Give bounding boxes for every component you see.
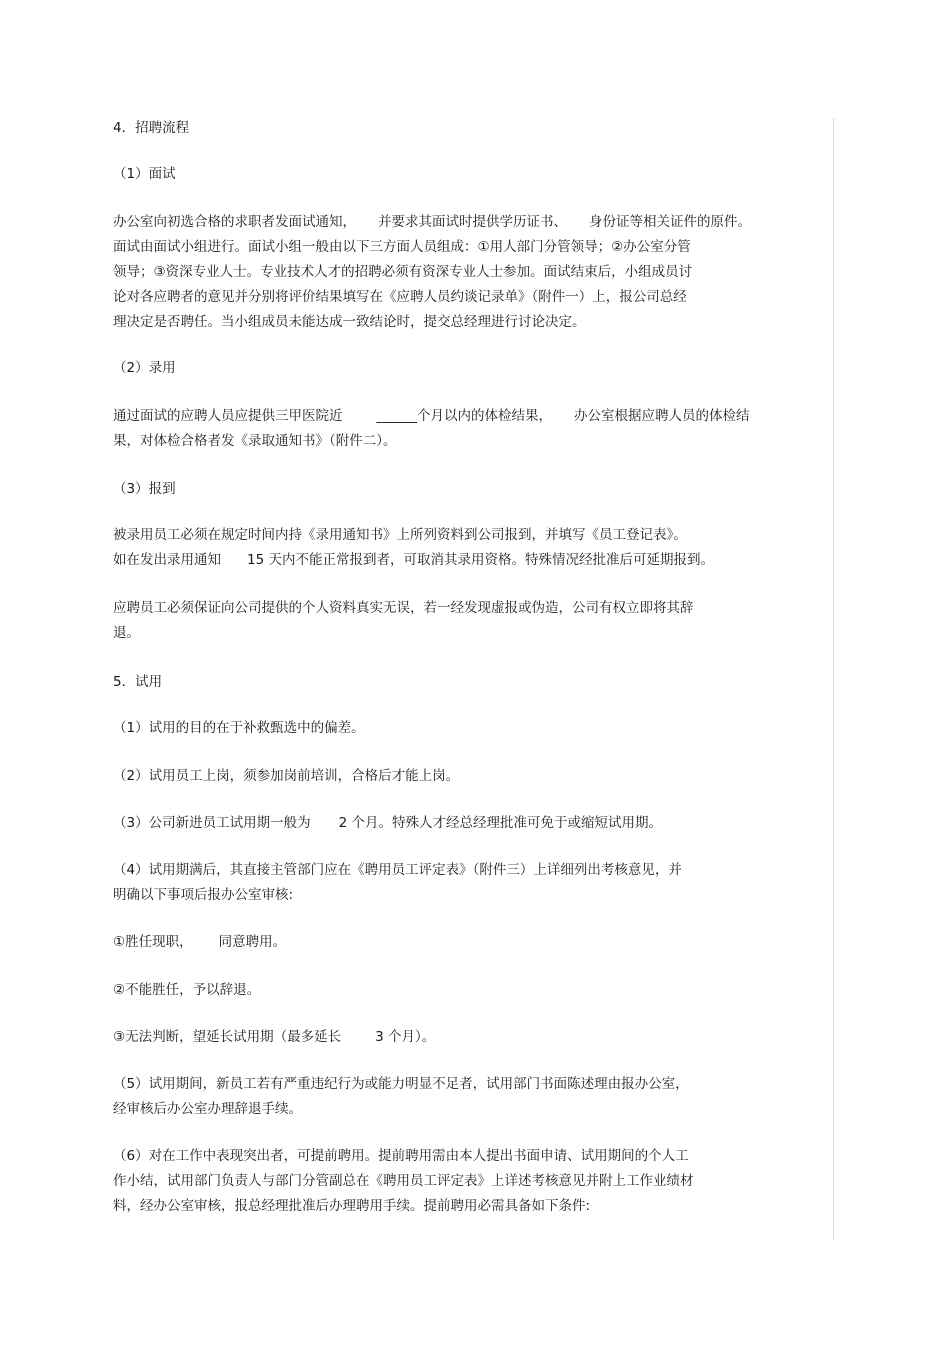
text-segment: 如在发出录用通知	[113, 552, 221, 568]
right-margin-rule	[833, 118, 834, 1240]
paragraph-hiring-line-1	[113, 406, 750, 426]
text-segment: 办公室向初选合格的求职者发面试通知，	[113, 214, 356, 230]
probation-item-6-line-2: 作小结，试用部门负责人与部门分管副总在《聘用员工评定表》上详述考核意见并附上工作业绩材	[113, 1173, 694, 1189]
paragraph-report-line-1: 被录用员工必须在规定时间内持《录用通知书》上所列资料到公司报到，并填写《员工登记表》。	[113, 527, 687, 543]
paragraph-report-line-2	[113, 550, 714, 570]
section-5-heading: 5．试用	[113, 674, 163, 690]
section-4-heading: 4．招聘流程	[113, 120, 190, 136]
probation-item-6-line-1: （6）对在工作中表现突出者，可提前聘用。提前聘用需由本人提出书面申请、试用期间的个人工	[113, 1148, 689, 1164]
option-1	[113, 932, 286, 952]
paragraph-authenticity-line-2: 退。	[113, 625, 140, 641]
paragraph-interview-line-2: 面试由面试小组进行。面试小组一般由以下三方面人员组成：①用人部门分管领导；②办公室分管	[113, 239, 691, 255]
fill-in-blank: ______	[376, 408, 417, 424]
probation-item-5-line-1: （5）试用期间，新员工若有严重违纪行为或能力明显不足者，试用部门书面陈述理由报办公室，	[113, 1076, 689, 1092]
text-segment: ③无法判断，望延长试用期（最多延长	[113, 1029, 342, 1045]
probation-item-3	[113, 813, 662, 833]
text-segment: 身份证等相关证件的原件。	[589, 214, 751, 230]
paragraph-interview-line-4: 论对各应聘者的意见并分别将评价结果填写在《应聘人员约谈记录单》（附件一）上，报公司总经	[113, 289, 687, 305]
paragraph-interview-line-1	[113, 212, 751, 232]
text-segment: 个月以内的体检结果，	[417, 408, 552, 424]
probation-item-4-line-2: 明确以下事项后报办公室审核:	[113, 887, 294, 903]
subsection-report-heading: （3）报到	[113, 481, 176, 497]
option-3	[113, 1027, 435, 1047]
text-segment: 通过面试的应聘人员应提供三甲医院近	[113, 408, 343, 424]
text-segment: 3 个月）。	[375, 1029, 436, 1045]
paragraph-authenticity-line-1: 应聘员工必须保证向公司提供的个人资料真实无误，若一经发现虚报或伪造，公司有权立即将其辞	[113, 600, 694, 616]
probation-item-6-line-3: 料，经办公室审核，报总经理批准后办理聘用手续。提前聘用必需具备如下条件:	[113, 1198, 591, 1214]
paragraph-interview-line-5: 理决定是否聘任。当小组成员未能达成一致结论时，提交总经理进行讨论决定。	[113, 314, 586, 330]
option-2: ②不能胜任，予以辞退。	[113, 982, 261, 998]
text-segment: 2 个月。特殊人才经总经理批准可免于或缩短试用期。	[338, 815, 662, 831]
probation-item-1: （1）试用的目的在于补救甄选中的偏差。	[113, 720, 365, 736]
probation-item-5-line-2: 经审核后办公室办理辞退手续。	[113, 1101, 302, 1117]
text-segment: 并要求其面试时提供学历证书、	[378, 214, 567, 230]
text-segment: 同意聘用。	[218, 934, 287, 950]
text-segment: 办公室根据应聘人员的体检结	[574, 408, 750, 424]
paragraph-interview-line-3: 领导；③资深专业人士。专业技术人才的招聘必须有资深专业人士参加。面试结束后，小组成员讨	[113, 264, 693, 280]
probation-item-4-line-1: （4）试用期满后，其直接主管部门应在《聘用员工评定表》（附件三）上详细列出考核意见，并	[113, 862, 682, 878]
text-segment: ①胜任现职，	[113, 934, 193, 950]
probation-item-2: （2）试用员工上岗，须参加岗前培训，合格后才能上岗。	[113, 768, 460, 784]
subsection-interview-heading: （1）面试	[113, 166, 176, 182]
text-segment: （3）公司新进员工试用期一般为	[113, 815, 311, 831]
paragraph-hiring-line-2: 果，对体检合格者发《录取通知书》（附件二）。	[113, 433, 397, 449]
subsection-hiring-heading: （2）录用	[113, 360, 176, 376]
text-segment: 15 天内不能正常报到者，可取消其录用资格。特殊情况经批准后可延期报到。	[247, 552, 714, 568]
